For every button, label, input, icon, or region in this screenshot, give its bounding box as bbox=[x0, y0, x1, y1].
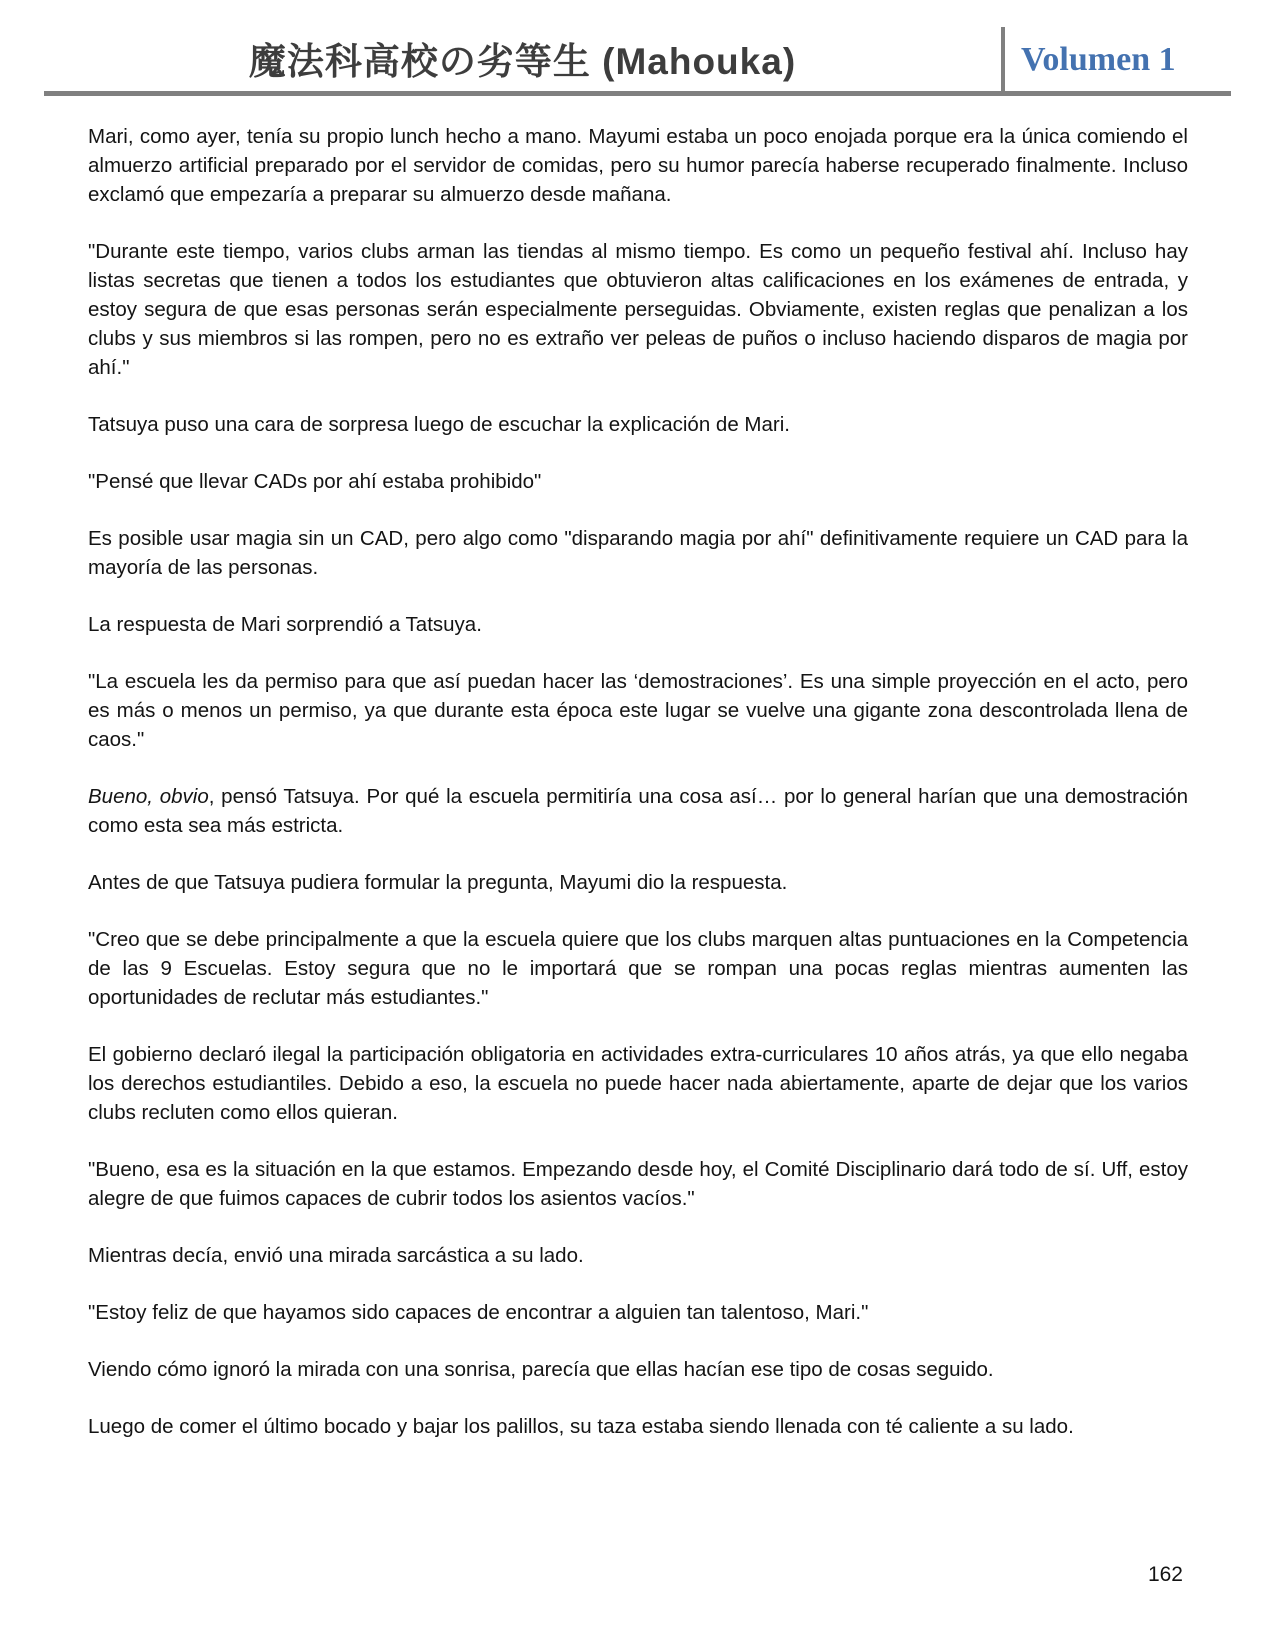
paragraph: Es posible usar magia sin un CAD, pero algo como "disparando magia por ahí" definitivamente requiere un CAD para la mayoría de las personas. bbox=[88, 527, 1188, 579]
page-body bbox=[88, 122, 1188, 1441]
paragraph: Mientras decía, envió una mirada sarcástica a su lado. bbox=[88, 1244, 584, 1267]
paragraph-list bbox=[88, 122, 1188, 1441]
document-title: 魔法科高校の劣等生 (Mahouka) bbox=[248, 41, 797, 82]
paragraph: "Bueno, esa es la situación en la que estamos. Empezando desde hoy, el Comité Disciplinario dará todo de sí. Uff, estoy alegre de que fuimos capaces de cubrir todos los asientos vacíos." bbox=[88, 1158, 1188, 1210]
header-volume-area bbox=[1005, 41, 1231, 91]
paragraph: El gobierno declaró ilegal la participación obligatoria en actividades extra-curriculares 10 años atrás, ya que ello negaba los derechos estudiantiles. Debido a eso, la escuela no puede hacer nada abiertamente, aparte de dejar que los varios clubs recluten como ellos quieran. bbox=[88, 1043, 1188, 1124]
paragraph: La respuesta de Mari sorprendió a Tatsuya. bbox=[88, 613, 482, 636]
paragraph: "Pensé que llevar CADs por ahí estaba prohibido" bbox=[88, 470, 542, 493]
paragraph: "Durante este tiempo, varios clubs arman las tiendas al mismo tiempo. Es como un pequeño festival ahí. Incluso hay listas secretas que tienen a todos los estudiantes que obtuvieron altas calificaciones en los exámenes de entrada, y estoy segura de que esas personas serán especialmente perseguidas. Obviamente, existen reglas que penalizan a los clubs y sus miembros si las rompen, pero no es extraño ver peleas de puños o incluso haciendo disparos de magia por ahí." bbox=[88, 240, 1188, 379]
paragraph: "La escuela les da permiso para que así puedan hacer las ‘demostraciones’. Es una simple proyección en el acto, pero es más o menos un permiso, ya que durante esta época este lugar se vuelve una gigante zona descontrolada llena de caos." bbox=[88, 670, 1188, 751]
header-title-area bbox=[44, 31, 1001, 91]
paragraph: "Estoy feliz de que hayamos sido capaces de encontrar a alguien tan talentoso, Mari." bbox=[88, 1301, 869, 1324]
page-header bbox=[44, 0, 1231, 96]
page-number: 162 bbox=[1147, 1563, 1183, 1586]
page-footer bbox=[1148, 1563, 1183, 1587]
paragraph: Luego de comer el último bocado y bajar los palillos, su taza estaba siendo llenada con té caliente a su lado. bbox=[88, 1415, 1074, 1438]
paragraph: Antes de que Tatsuya pudiera formular la pregunta, Mayumi dio la respuesta. bbox=[88, 871, 788, 894]
paragraph: Bueno, obvio, pensó Tatsuya. Por qué la escuela permitiría una cosa así… por lo general harían que una demostración como esta sea más estricta. bbox=[88, 785, 1188, 837]
volume-label: Volumen 1 bbox=[1021, 41, 1176, 78]
paragraph: "Creo que se debe principalmente a que la escuela quiere que los clubs marquen altas puntuaciones en la Competencia de las 9 Escuelas. Estoy segura que no le importará que se rompan una pocas reglas mientras aumenten las oportunidades de reclutar más estudiantes." bbox=[88, 928, 1188, 1009]
italic-phrase: Bueno, obvio bbox=[88, 785, 209, 808]
paragraph: Tatsuya puso una cara de sorpresa luego de escuchar la explicación de Mari. bbox=[88, 413, 790, 436]
paragraph: Mari, como ayer, tenía su propio lunch hecho a mano. Mayumi estaba un poco enojada porque era la única comiendo el almuerzo artificial preparado por el servidor de comidas, pero su humor parecía haberse recuperado finalmente. Incluso exclamó que empezaría a preparar su almuerzo desde mañana. bbox=[88, 125, 1188, 206]
paragraph: Viendo cómo ignoró la mirada con una sonrisa, parecía que ellas hacían ese tipo de cosas seguido. bbox=[88, 1358, 994, 1381]
